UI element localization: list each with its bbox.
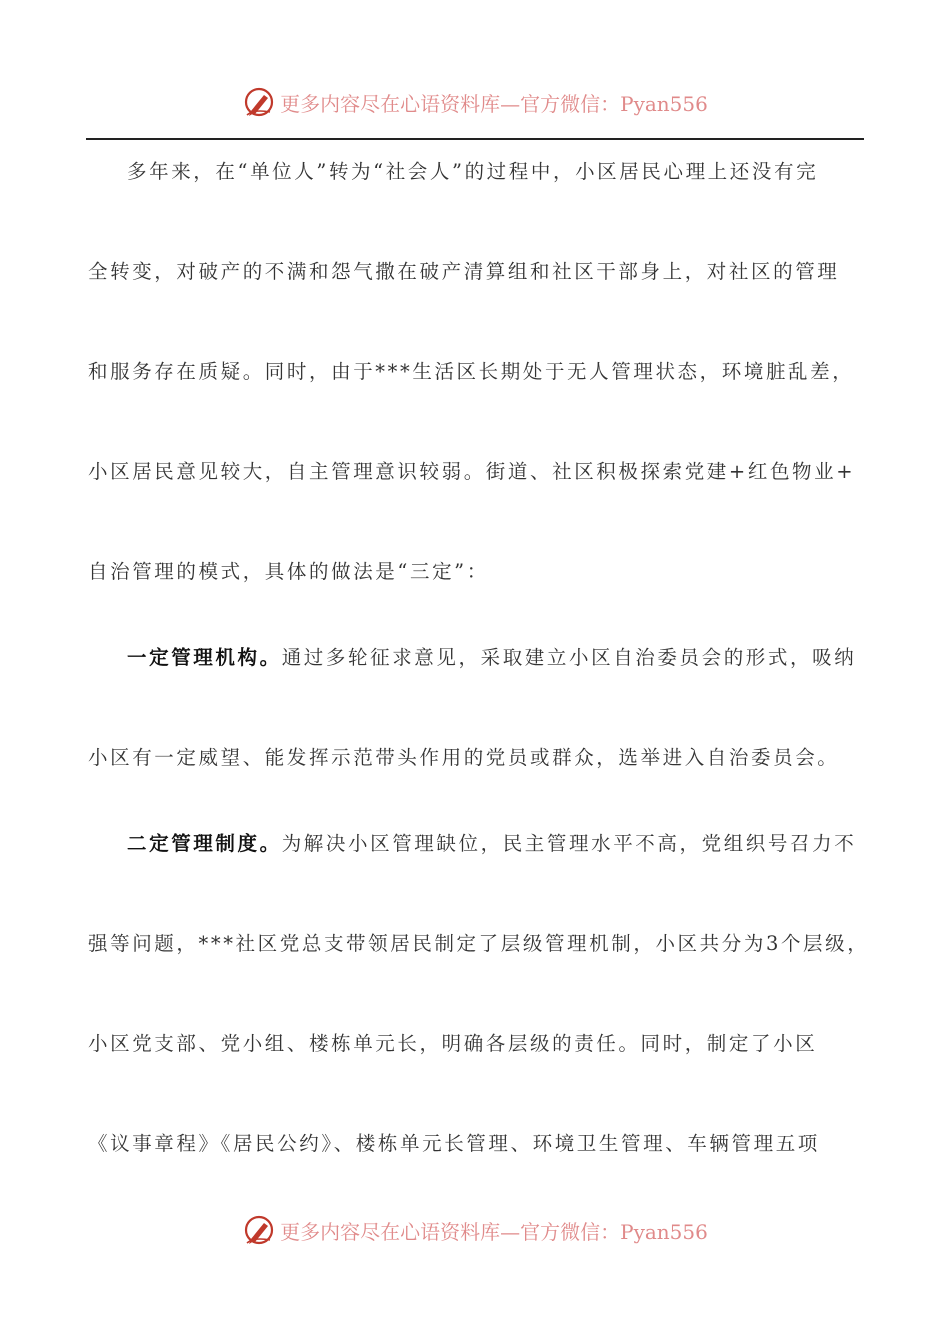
paragraph-line: 自治管理的模式，具体的做法是“三定”： bbox=[88, 560, 489, 583]
section-two-text: 为解决小区管理缺位，民主管理水平不高，党组织号召力不 bbox=[281, 832, 857, 855]
paragraph-line: 和服务存在质疑。同时，由于***生活区长期处于无人管理状态，环境脏乱差， bbox=[88, 360, 855, 383]
section-two-heading: 二定管理制度。 bbox=[127, 832, 282, 855]
section-two-line bbox=[88, 822, 868, 922]
header-divider bbox=[86, 138, 864, 140]
section-one-line bbox=[88, 636, 868, 736]
paragraph-line: 全转变，对破产的不满和怨气撒在破产清算组和社区干部身上，对社区的管理 bbox=[88, 260, 840, 283]
pen-nib-icon bbox=[242, 1213, 276, 1247]
pen-nib-icon bbox=[242, 85, 276, 119]
footer-banner-text: 更多内容尽在心语资料库—官方微信：Pyan556 bbox=[280, 1219, 708, 1244]
paragraph-line: 多年来，在“单位人”转为“社会人”的过程中，小区居民心理上还没有完 bbox=[127, 160, 819, 183]
footer-banner bbox=[0, 1210, 950, 1250]
section-one-text: 通过多轮征求意见，采取建立小区自治委员会的形式，吸纳 bbox=[281, 646, 857, 669]
paragraph-line: 《议事章程》《居民公约》、楼栋单元长管理、环境卫生管理、车辆管理五项 bbox=[88, 1132, 820, 1155]
paragraph-line: 小区居民意见较大，自主管理意识较弱。街道、社区积极探索党建+红色物业+ bbox=[88, 460, 856, 483]
paragraph-line: 小区党支部、党小组、楼栋单元长，明确各层级的责任。同时，制定了小区 bbox=[88, 1032, 818, 1055]
paragraph-line: 强等问题，***社区党总支带领居民制定了层级管理机制，小区共分为3个层级， bbox=[88, 932, 870, 955]
header-banner bbox=[0, 82, 950, 122]
paragraph-line: 小区有一定威望、能发挥示范带头作用的党员或群众，选举进入自治委员会。 bbox=[88, 746, 840, 769]
document-body bbox=[88, 150, 868, 1222]
header-banner-text: 更多内容尽在心语资料库—官方微信：Pyan556 bbox=[280, 91, 708, 116]
section-one-heading: 一定管理机构。 bbox=[127, 646, 282, 669]
